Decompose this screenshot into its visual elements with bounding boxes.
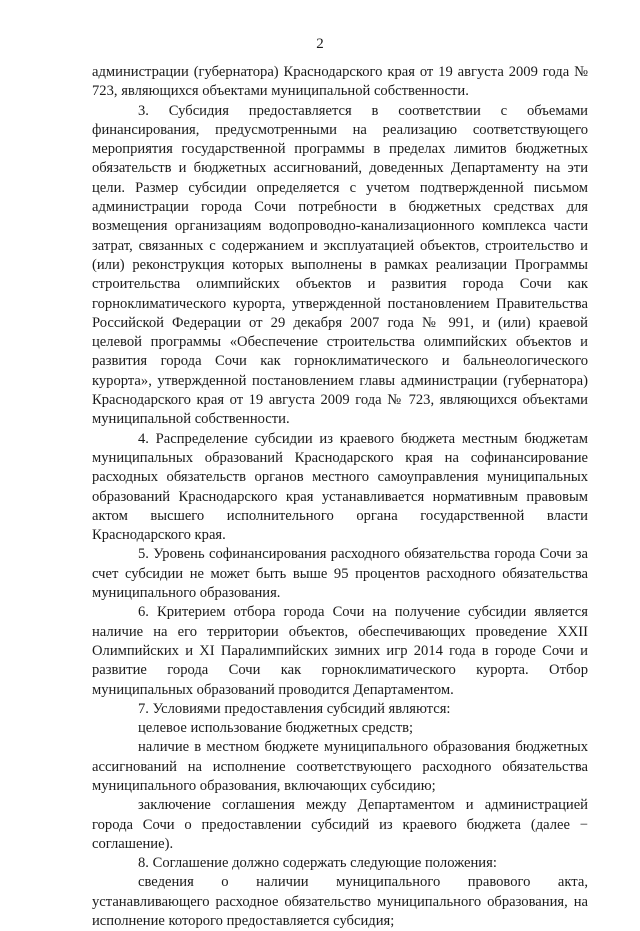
paragraph-11: сведения о наличии муниципального правового акта, устанавливающего расходное обязательство муниципального образования, на исполнение которого предоставляется субсидия; xyxy=(92,874,588,930)
paragraph-8: наличие в местном бюджете муниципального образования бюджетных ассигнований на исполнение соответствующего расходного обязательства муниципального образования, включающих субсидию; xyxy=(92,739,588,794)
paragraph-6: 7. Условиями предоставления субсидий являются: xyxy=(138,700,451,717)
page-number: 2 xyxy=(316,36,324,52)
paragraph-5: 6. Критерием отбора города Сочи на получение субсидии является наличие на его территории объектов, обеспечивающих проведение XXII Олимпийских и XI Паралимпийских зимних игр 2014 года в городе Сочи и развитие города Сочи как горноклиматического курорта. Отбор муниципальных образований проводится Департаментом. xyxy=(92,604,588,698)
paragraph-3: 4. Распределение субсидии из краевого бюджета местным бюджетам муниципальных образований Краснодарского края на софинансирование расходных обязательств органов местного самоуправления муниципальных образований Краснодарского края устанавливается нормативным правовым актом высшего исполнительного органа государственной власти Краснодарского края. xyxy=(92,430,588,544)
paragraph-7: целевое использование бюджетных средств; xyxy=(138,720,414,737)
paragraph-2: 3. Субсидия предоставляется в соответствии с объемами финансирования, предусмотренными на реализацию соответствующего мероприятия государственной программы в пределах лимитов бюджетных обязательств и бюджетных ассигнований, доведенных Департаменту на эти цели. Размер субсидии определяется с учетом подтвержденной письмом администрации города Сочи потребности в бюджетных средствах для возмещения организациям водопроводно-канализационного комплекса части затрат, связанных с содержанием и эксплуатацией объектов, строительство и (или) реконструкция которых выполнены в рамках реализации Программы строительства олимпийских объектов и развития города Сочи как горноклиматического курорта, утвержденной постановлением Правительства Российской Федерации от 29 декабря 2007 года № 991, и (или) краевой целевой программы «Обеспечение строительства олимпийских объектов и развития города Сочи как горноклиматического и бальнеологического курорта», утвержденной постановлением главы администрации (губернатора) Краснодарского края от 19 августа 2009 года № 723, являющихся объектами муниципальной собственности. xyxy=(92,102,588,428)
document-body xyxy=(92,63,588,931)
paragraph-1: администрации (губернатора) Краснодарского края от 19 августа 2009 года № 723, являющихся объектами муниципальной собственности. xyxy=(92,64,588,100)
paragraph-4: 5. Уровень софинансирования расходного обязательства города Сочи за счет субсидии не может быть выше 95 процентов расходного обязательства муниципального образования. xyxy=(92,546,588,602)
paragraph-9: заключение соглашения между Департаментом и администрацией города Сочи о предоставлении субсидий из краевого бюджета (далее − соглашение). xyxy=(92,797,588,852)
paragraph-10: 8. Соглашение должно содержать следующие положения: xyxy=(138,855,497,872)
